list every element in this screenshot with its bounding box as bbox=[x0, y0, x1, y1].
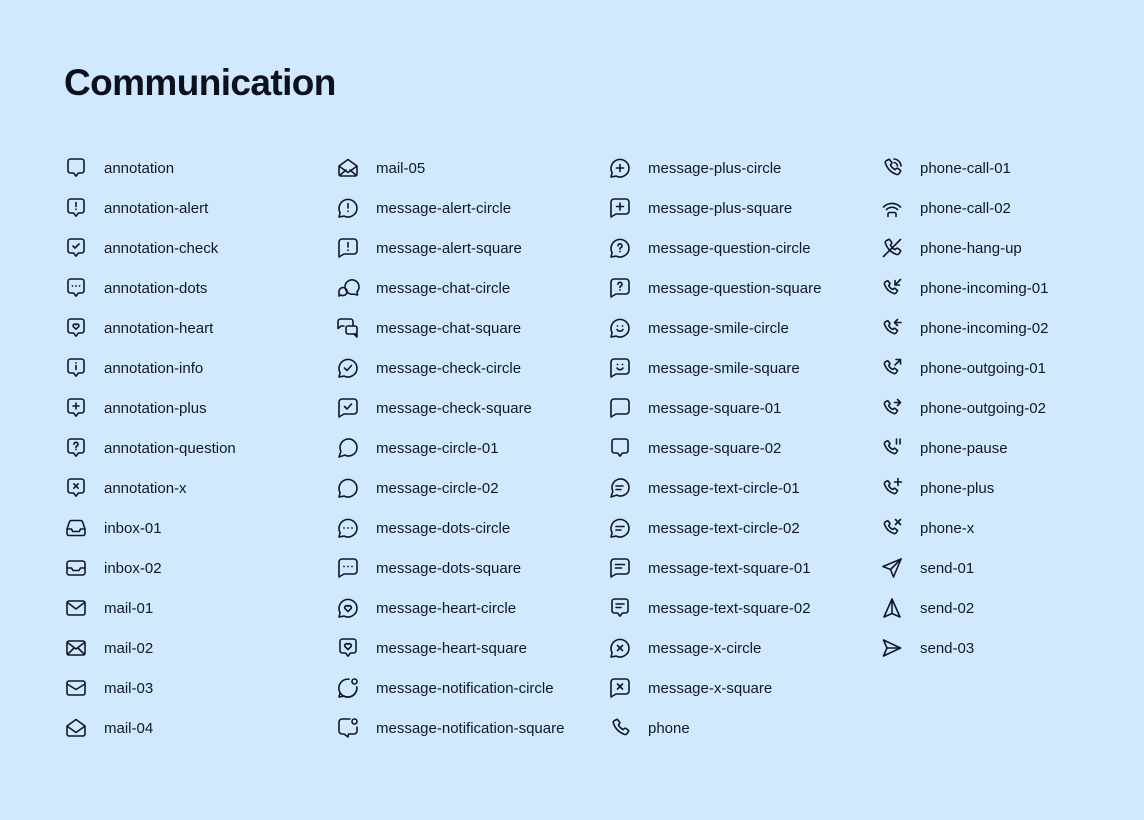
icon-item-message-alert-circle bbox=[336, 188, 608, 228]
phone-outgoing-02-icon bbox=[880, 396, 904, 420]
icon-item-phone-pause bbox=[880, 428, 1144, 468]
message-circle-02-icon bbox=[336, 476, 360, 500]
message-circle-01-icon bbox=[336, 436, 360, 460]
annotation-check-icon bbox=[64, 236, 88, 260]
message-question-circle-icon bbox=[608, 236, 632, 260]
message-square-01-icon bbox=[608, 396, 632, 420]
icon-item-send-02 bbox=[880, 588, 1144, 628]
icon-label: annotation-check bbox=[104, 239, 219, 257]
phone-pause-icon bbox=[880, 436, 904, 460]
phone-hang-up-icon bbox=[880, 236, 904, 260]
phone-incoming-01-icon bbox=[880, 276, 904, 300]
icon-item-phone-incoming-01 bbox=[880, 268, 1144, 308]
icon-item-message-notification-square bbox=[336, 708, 608, 748]
icon-label: phone-hang-up bbox=[920, 239, 1022, 257]
annotation-info-icon bbox=[64, 356, 88, 380]
send-02-icon bbox=[880, 596, 904, 620]
icon-label: inbox-01 bbox=[104, 519, 162, 537]
icon-column bbox=[608, 148, 880, 748]
mail-05-icon bbox=[336, 156, 360, 180]
icon-item-message-text-square-02 bbox=[608, 588, 880, 628]
message-dots-square-icon bbox=[336, 556, 360, 580]
icon-item-message-text-circle-02 bbox=[608, 508, 880, 548]
message-question-square-icon bbox=[608, 276, 632, 300]
message-notification-square-icon bbox=[336, 716, 360, 740]
icon-item-message-heart-square bbox=[336, 628, 608, 668]
icon-label: message-heart-square bbox=[376, 639, 527, 657]
icon-label: message-square-02 bbox=[648, 439, 782, 457]
message-alert-square-icon bbox=[336, 236, 360, 260]
icon-label: annotation-dots bbox=[104, 279, 208, 297]
icon-label: mail-01 bbox=[104, 599, 154, 617]
icon-label: message-text-square-01 bbox=[648, 559, 811, 577]
icon-column bbox=[336, 148, 608, 748]
icon-item-message-x-square bbox=[608, 668, 880, 708]
icon-label: message-dots-circle bbox=[376, 519, 511, 537]
icon-label: phone-pause bbox=[920, 439, 1008, 457]
icon-label: phone-plus bbox=[920, 479, 995, 497]
icon-label: annotation bbox=[104, 159, 175, 177]
icon-label: annotation-plus bbox=[104, 399, 207, 417]
icon-item-annotation-check bbox=[64, 228, 336, 268]
icon-label: phone bbox=[648, 719, 690, 737]
icon-item-phone-outgoing-02 bbox=[880, 388, 1144, 428]
message-text-circle-02-icon bbox=[608, 516, 632, 540]
icon-item-message-notification-circle bbox=[336, 668, 608, 708]
icon-label: send-01 bbox=[920, 559, 975, 577]
icon-label: message-smile-circle bbox=[648, 319, 789, 337]
mail-01-icon bbox=[64, 596, 88, 620]
icon-item-message-smile-circle bbox=[608, 308, 880, 348]
icon-item-message-x-circle bbox=[608, 628, 880, 668]
icon-label: annotation-info bbox=[104, 359, 204, 377]
icon-label: message-circle-02 bbox=[376, 479, 499, 497]
icon-label: message-x-circle bbox=[648, 639, 762, 657]
annotation-alert-icon bbox=[64, 196, 88, 220]
message-dots-circle-icon bbox=[336, 516, 360, 540]
icon-label: message-text-circle-02 bbox=[648, 519, 800, 537]
inbox-02-icon bbox=[64, 556, 88, 580]
icon-item-message-plus-circle bbox=[608, 148, 880, 188]
icon-item-phone-call-01 bbox=[880, 148, 1144, 188]
icon-item-mail-01 bbox=[64, 588, 336, 628]
icon-item-phone-incoming-02 bbox=[880, 308, 1144, 348]
icon-grid bbox=[64, 148, 1144, 748]
icon-item-annotation-plus bbox=[64, 388, 336, 428]
icon-label: annotation-question bbox=[104, 439, 236, 457]
icon-item-message-circle-02 bbox=[336, 468, 608, 508]
mail-04-icon bbox=[64, 716, 88, 740]
annotation-dots-icon bbox=[64, 276, 88, 300]
icon-item-message-question-square bbox=[608, 268, 880, 308]
icon-item-message-heart-circle bbox=[336, 588, 608, 628]
phone-call-01-icon bbox=[880, 156, 904, 180]
page-title: Communication bbox=[64, 62, 336, 103]
phone-x-icon bbox=[880, 516, 904, 540]
icon-item-message-dots-square bbox=[336, 548, 608, 588]
message-heart-square-icon bbox=[336, 636, 360, 660]
icon-label: message-check-square bbox=[376, 399, 532, 417]
icon-item-inbox-01 bbox=[64, 508, 336, 548]
icon-label: message-text-circle-01 bbox=[648, 479, 800, 497]
icon-label: message-plus-square bbox=[648, 199, 793, 217]
icon-item-annotation-heart bbox=[64, 308, 336, 348]
icon-item-message-square-01 bbox=[608, 388, 880, 428]
icon-item-message-circle-01 bbox=[336, 428, 608, 468]
phone-incoming-02-icon bbox=[880, 316, 904, 340]
icon-label: phone-call-01 bbox=[920, 159, 1011, 177]
message-heart-circle-icon bbox=[336, 596, 360, 620]
icon-item-message-check-square bbox=[336, 388, 608, 428]
message-text-circle-01-icon bbox=[608, 476, 632, 500]
annotation-question-icon bbox=[64, 436, 88, 460]
icon-label: message-text-square-02 bbox=[648, 599, 811, 617]
icon-label: phone-call-02 bbox=[920, 199, 1011, 217]
icon-label: message-square-01 bbox=[648, 399, 782, 417]
icon-label: mail-02 bbox=[104, 639, 154, 657]
icon-item-annotation-dots bbox=[64, 268, 336, 308]
icon-column bbox=[880, 148, 1144, 748]
annotation-plus-icon bbox=[64, 396, 88, 420]
icon-item-message-dots-circle bbox=[336, 508, 608, 548]
icon-item-message-chat-circle bbox=[336, 268, 608, 308]
icon-label: mail-05 bbox=[376, 159, 426, 177]
icon-label: message-smile-square bbox=[648, 359, 800, 377]
icon-label: message-question-circle bbox=[648, 239, 811, 257]
icon-column bbox=[64, 148, 336, 748]
icon-label: phone-x bbox=[920, 519, 975, 537]
phone-icon bbox=[608, 716, 632, 740]
icon-item-message-plus-square bbox=[608, 188, 880, 228]
message-square-02-icon bbox=[608, 436, 632, 460]
icon-item-mail-03 bbox=[64, 668, 336, 708]
annotation-x-icon bbox=[64, 476, 88, 500]
icon-label: message-chat-square bbox=[376, 319, 522, 337]
message-plus-circle-icon bbox=[608, 156, 632, 180]
icon-label: annotation-alert bbox=[104, 199, 209, 217]
icon-item-annotation-x bbox=[64, 468, 336, 508]
icon-label: mail-03 bbox=[104, 679, 154, 697]
inbox-01-icon bbox=[64, 516, 88, 540]
icon-item-annotation-question bbox=[64, 428, 336, 468]
message-text-square-02-icon bbox=[608, 596, 632, 620]
message-smile-square-icon bbox=[608, 356, 632, 380]
icon-label: phone-outgoing-02 bbox=[920, 399, 1046, 417]
icon-label: phone-incoming-02 bbox=[920, 319, 1049, 337]
message-chat-square-icon bbox=[336, 316, 360, 340]
phone-outgoing-01-icon bbox=[880, 356, 904, 380]
icon-item-message-check-circle bbox=[336, 348, 608, 388]
icon-item-message-chat-square bbox=[336, 308, 608, 348]
icon-item-send-01 bbox=[880, 548, 1144, 588]
icon-label: message-alert-circle bbox=[376, 199, 512, 217]
icon-label: message-plus-circle bbox=[648, 159, 782, 177]
send-03-icon bbox=[880, 636, 904, 660]
icon-label: message-notification-circle bbox=[376, 679, 554, 697]
message-x-square-icon bbox=[608, 676, 632, 700]
message-x-circle-icon bbox=[608, 636, 632, 660]
icon-item-message-text-circle-01 bbox=[608, 468, 880, 508]
message-plus-square-icon bbox=[608, 196, 632, 220]
icon-item-annotation-alert bbox=[64, 188, 336, 228]
message-notification-circle-icon bbox=[336, 676, 360, 700]
icon-label: phone-outgoing-01 bbox=[920, 359, 1046, 377]
icon-item-annotation-info bbox=[64, 348, 336, 388]
icon-label: message-chat-circle bbox=[376, 279, 511, 297]
message-check-circle-icon bbox=[336, 356, 360, 380]
icon-label: send-02 bbox=[920, 599, 975, 617]
icon-item-message-question-circle bbox=[608, 228, 880, 268]
icon-item-mail-05 bbox=[336, 148, 608, 188]
icon-item-phone-call-02 bbox=[880, 188, 1144, 228]
message-smile-circle-icon bbox=[608, 316, 632, 340]
message-check-square-icon bbox=[336, 396, 360, 420]
icon-item-phone-plus bbox=[880, 468, 1144, 508]
mail-02-icon bbox=[64, 636, 88, 660]
icon-item-phone-hang-up bbox=[880, 228, 1144, 268]
icon-item-message-text-square-01 bbox=[608, 548, 880, 588]
icon-label: message-alert-square bbox=[376, 239, 522, 257]
icon-label: annotation-heart bbox=[104, 319, 214, 337]
icon-label: annotation-x bbox=[104, 479, 187, 497]
icon-item-annotation bbox=[64, 148, 336, 188]
icon-label: phone-incoming-01 bbox=[920, 279, 1049, 297]
icon-item-inbox-02 bbox=[64, 548, 336, 588]
message-text-square-01-icon bbox=[608, 556, 632, 580]
icon-label: message-x-square bbox=[648, 679, 773, 697]
icon-label: message-circle-01 bbox=[376, 439, 499, 457]
icon-label: inbox-02 bbox=[104, 559, 162, 577]
icon-item-mail-04 bbox=[64, 708, 336, 748]
annotation-icon bbox=[64, 156, 88, 180]
icon-label: message-dots-square bbox=[376, 559, 522, 577]
message-chat-circle-icon bbox=[336, 276, 360, 300]
icon-item-message-smile-square bbox=[608, 348, 880, 388]
icon-label: mail-04 bbox=[104, 719, 154, 737]
mail-03-icon bbox=[64, 676, 88, 700]
icon-item-phone-outgoing-01 bbox=[880, 348, 1144, 388]
annotation-heart-icon bbox=[64, 316, 88, 340]
message-alert-circle-icon bbox=[336, 196, 360, 220]
phone-plus-icon bbox=[880, 476, 904, 500]
icon-item-message-alert-square bbox=[336, 228, 608, 268]
icon-item-mail-02 bbox=[64, 628, 336, 668]
icon-item-phone-x bbox=[880, 508, 1144, 548]
icon-label: message-heart-circle bbox=[376, 599, 517, 617]
icon-item-message-square-02 bbox=[608, 428, 880, 468]
send-01-icon bbox=[880, 556, 904, 580]
icon-label: message-notification-square bbox=[376, 719, 565, 737]
phone-call-02-icon bbox=[880, 196, 904, 220]
icon-label: message-question-square bbox=[648, 279, 822, 297]
icon-label: message-check-circle bbox=[376, 359, 522, 377]
icon-label: send-03 bbox=[920, 639, 975, 657]
icon-item-send-03 bbox=[880, 628, 1144, 668]
icon-item-phone bbox=[608, 708, 880, 748]
